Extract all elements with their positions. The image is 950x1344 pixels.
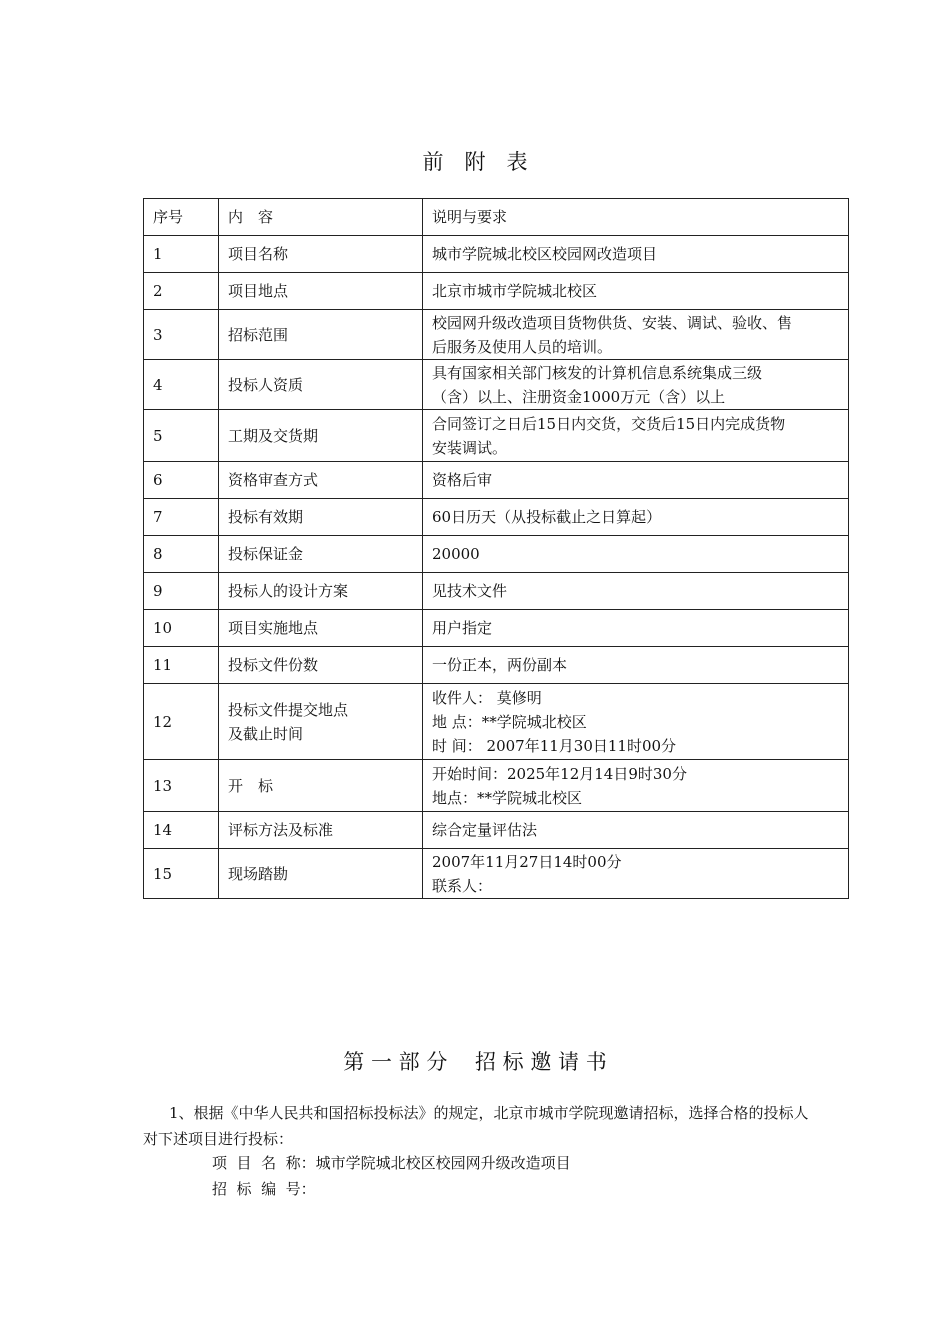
row-item: 投标人的设计方案	[219, 573, 423, 610]
header-desc: 说明与要求	[423, 199, 849, 236]
row-item: 投标人资质	[219, 360, 423, 410]
intro-paragraph: 1、根据《中华人民共和国招标投标法》的规定，北京市城市学院现邀请招标，选择合格的投标人对下述项目进行投标：	[143, 1104, 809, 1148]
project-name-line: 项 目 名 称：城市学院城北校区校园网升级改造项目	[212, 1154, 571, 1172]
bid-number-line: 招 标 编 号：	[212, 1180, 316, 1198]
row-description: 60日历天（从投标截止之日算起）	[423, 499, 849, 536]
table-row	[144, 684, 849, 760]
row-description: 开始时间：2025年12月14日9时30分 地点：**学院城北校区	[423, 760, 849, 812]
header-item: 内 容	[219, 199, 423, 236]
header-no: 序号	[144, 199, 219, 236]
table-row	[144, 462, 849, 499]
row-item: 项目名称	[219, 236, 423, 273]
table-row	[144, 812, 849, 849]
row-item: 资格审查方式	[219, 462, 423, 499]
row-number: 4	[144, 360, 219, 410]
row-description: 城市学院城北校区校园网改造项目	[423, 236, 849, 273]
table-row	[144, 849, 849, 899]
table-header-row	[144, 199, 849, 236]
row-number: 12	[144, 684, 219, 760]
row-description: 一份正本，两份副本	[423, 647, 849, 684]
row-number: 14	[144, 812, 219, 849]
appendix-title: 前 附 表	[422, 150, 528, 174]
row-description: 见技术文件	[423, 573, 849, 610]
row-number: 1	[144, 236, 219, 273]
row-item: 投标有效期	[219, 499, 423, 536]
table-row	[144, 573, 849, 610]
row-number: 6	[144, 462, 219, 499]
row-item: 评标方法及标准	[219, 812, 423, 849]
row-number: 7	[144, 499, 219, 536]
table-row	[144, 410, 849, 462]
table-row	[144, 499, 849, 536]
row-item: 项目实施地点	[219, 610, 423, 647]
row-description: 资格后审	[423, 462, 849, 499]
row-number: 5	[144, 410, 219, 462]
row-description: 校园网升级改造项目货物供货、安装、调试、验收、售 后服务及使用人员的培训。	[423, 310, 849, 360]
row-number: 2	[144, 273, 219, 310]
table-row	[144, 536, 849, 573]
row-number: 15	[144, 849, 219, 899]
row-number: 11	[144, 647, 219, 684]
table-row	[144, 760, 849, 812]
table-row	[144, 273, 849, 310]
row-item: 投标文件提交地点 及截止时间	[219, 684, 423, 760]
row-item: 项目地点	[219, 273, 423, 310]
row-number: 9	[144, 573, 219, 610]
row-number: 10	[144, 610, 219, 647]
row-number: 8	[144, 536, 219, 573]
appendix-table	[143, 198, 849, 899]
row-description: 综合定量评估法	[423, 812, 849, 849]
table-row	[144, 610, 849, 647]
row-description: 北京市城市学院城北校区	[423, 273, 849, 310]
row-description: 合同签订之日后15日内交货，交货后15日内完成货物 安装调试。	[423, 410, 849, 462]
row-item: 现场踏勘	[219, 849, 423, 899]
row-description: 收件人： 莫修明 地 点：**学院城北校区 时 间： 2007年11月30日11时00分	[423, 684, 849, 760]
row-item: 投标文件份数	[219, 647, 423, 684]
table-row	[144, 360, 849, 410]
part1-title: 第 一 部 分 招 标 邀 请 书	[343, 1050, 607, 1074]
table-row	[144, 236, 849, 273]
row-item: 招标范围	[219, 310, 423, 360]
row-item: 投标保证金	[219, 536, 423, 573]
table-row	[144, 310, 849, 360]
table-row	[144, 647, 849, 684]
row-item: 工期及交货期	[219, 410, 423, 462]
row-description: 具有国家相关部门核发的计算机信息系统集成三级 （含）以上、注册资金1000万元（含）以上	[423, 360, 849, 410]
row-item: 开 标	[219, 760, 423, 812]
row-number: 3	[144, 310, 219, 360]
row-number: 13	[144, 760, 219, 812]
row-description: 用户指定	[423, 610, 849, 647]
row-description: 20000	[423, 536, 849, 573]
row-description: 2007年11月27日14时00分 联系人：	[423, 849, 849, 899]
